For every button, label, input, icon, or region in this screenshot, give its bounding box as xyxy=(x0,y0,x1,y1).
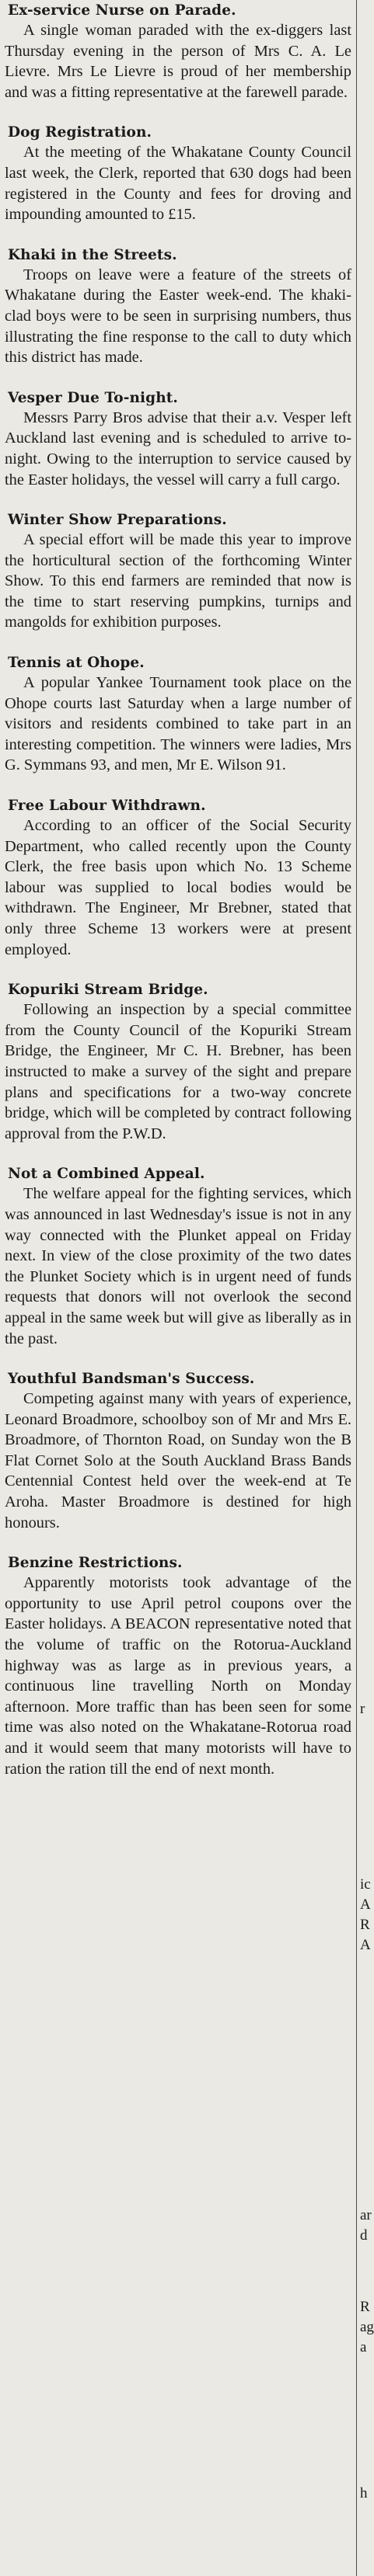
article-headline: Winter Show Preparations. xyxy=(8,512,227,529)
article-body: A single woman paraded with the ex-diggers last Thursday evening in the person of Mrs C. A. Le Lievre. Mrs Le Lievre is proud of her membership and was a fitting representative at the farewell parade. xyxy=(5,22,351,101)
article-benzine-restrictions xyxy=(3,1554,351,1779)
article-headline: Kopuriki Stream Bridge. xyxy=(8,982,208,999)
article-headline: Youthful Bandsman's Success. xyxy=(8,1371,255,1388)
article-headline: Free Labour Withdrawn. xyxy=(8,798,206,815)
adjacent-fragment: r xyxy=(360,1701,365,1717)
divider xyxy=(3,236,351,237)
article-body: The welfare appeal for the fighting services, which was announced in last Wednesday's issue is not in any way connected with the Plunket appeal on Friday next. In view of the close proximity of the two dates the Plunket Society which is in urgent need of funds requests that donors will not overlook the second appeal in the same week but will give as liberally as in the past. xyxy=(5,1185,351,1347)
article-combined-appeal xyxy=(3,1165,351,1349)
article-body: Competing against many with years of experience, Leonard Broadmore, schoolboy son of Mr and Mrs E. Broadmore, of Thornton Road, on Sunday won the B Flat Cornet Solo at the South Auckland Brass Bands Centennial Contest held over the week-end at Te Aroha. Master Broadmore is destined for high honours. xyxy=(5,1390,351,1531)
adjacent-fragment: R xyxy=(360,2299,370,2315)
article-body: Following an inspection by a special committee from the County Council of the Kopuriki Stream Bridge, the Engineer, Mr C. H. Brebner, has been instructed to make a survey of the sight and prepare plans and specifications for a two-way concrete bridge, which will be completed by contract following approval from the P.W.D. xyxy=(5,1001,351,1142)
adjacent-fragment: R xyxy=(360,1917,370,1933)
article-headline: Not a Combined Appeal. xyxy=(8,1166,205,1183)
article-free-labour xyxy=(3,797,351,960)
article-dog-registration xyxy=(3,123,351,224)
article-headline: Tennis at Ohope. xyxy=(8,655,145,672)
adjacent-fragment: ag xyxy=(360,2319,374,2335)
article-body: Messrs Parry Bros advise that their a.v. Vesper left Auckland last evening and is scheduled to arrive to-night. Owing to the interruption to service caused by the Easter holidays, the vessel will carry a full cargo. xyxy=(5,408,351,488)
article-body: Troops on leave were a feature of the streets of Whakatane during the Easter week-end. The khaki-clad boys were to be seen in surprising numbers, thus illustrating the fine response to the call to duty which this district has made. xyxy=(5,266,351,367)
article-bandsman-success xyxy=(3,1370,351,1533)
adjacent-fragment: ar xyxy=(360,2207,372,2223)
article-tennis-ohope xyxy=(3,654,351,776)
adjacent-fragment: A xyxy=(360,1896,371,1913)
divider xyxy=(3,379,351,380)
article-ex-service-nurse xyxy=(3,2,351,103)
article-body: A special effort will be made this year to improve the horticultural section of the forthcoming Winter Show. To this end farmers are reminded that now is the time to start reserving pumpkins, turnips and mangolds for exhibition purposes. xyxy=(5,531,351,631)
divider xyxy=(3,1360,351,1361)
article-headline: Ex-service Nurse on Parade. xyxy=(8,2,236,19)
divider xyxy=(3,501,351,502)
article-body: According to an officer of the Social Security Department, who called recently upon the County Clerk, the free basis upon which No. 13 Scheme labour was supplied to local bodies would be withdrawn. The Engineer, Mr Brebner, stated that only three Scheme 13 workers were at present employed. xyxy=(5,817,351,958)
article-headline: Khaki in the Streets. xyxy=(8,246,177,263)
adjacent-column-edge xyxy=(356,0,372,2576)
adjacent-fragment: h xyxy=(360,2485,368,2501)
adjacent-fragment: d xyxy=(360,2227,368,2244)
article-kopuriki-bridge xyxy=(3,981,351,1144)
article-body: At the meeting of the Whakatane County Council last week, the Clerk, reported that 630 dogs had been registered in the County and fees for droving and impounding amounted to £15. xyxy=(5,144,351,224)
divider xyxy=(3,113,351,114)
divider xyxy=(3,971,351,972)
adjacent-fragment: a xyxy=(360,2339,367,2355)
adjacent-fragment: A xyxy=(360,1937,371,1953)
divider xyxy=(3,644,351,645)
article-body: Apparently motorists took advantage of the opportunity to use April petrol coupons over the Easter holidays. A BEACON representative noted that the volume of traffic on the Rotorua-Auckland highway was as large as in previous years, a continuous line travelling North on Monday afternoon. More traffic than has been seen for some time was also noted on the Whakatane-Rotorua road and it would seem that many motorists will have to ration the ration till the end of next month. xyxy=(5,1574,351,1778)
article-body: A popular Yankee Tournament took place on the Ohope courts last Saturday when a large number of visitors and residents combined to take part in an interesting competition. The winners were ladies, Mrs G. Symmans 93, and men, Mr E. Wilson 91. xyxy=(5,674,351,774)
adjacent-fragment: ic xyxy=(360,1876,371,1893)
article-headline: Vesper Due To-night. xyxy=(8,389,178,406)
article-khaki-streets xyxy=(3,246,351,368)
divider xyxy=(3,1544,351,1545)
article-headline: Benzine Restrictions. xyxy=(8,1555,183,1572)
article-vesper-due xyxy=(3,389,351,490)
article-headline: Dog Registration. xyxy=(8,124,152,141)
divider xyxy=(3,1155,351,1156)
article-winter-show xyxy=(3,511,351,633)
